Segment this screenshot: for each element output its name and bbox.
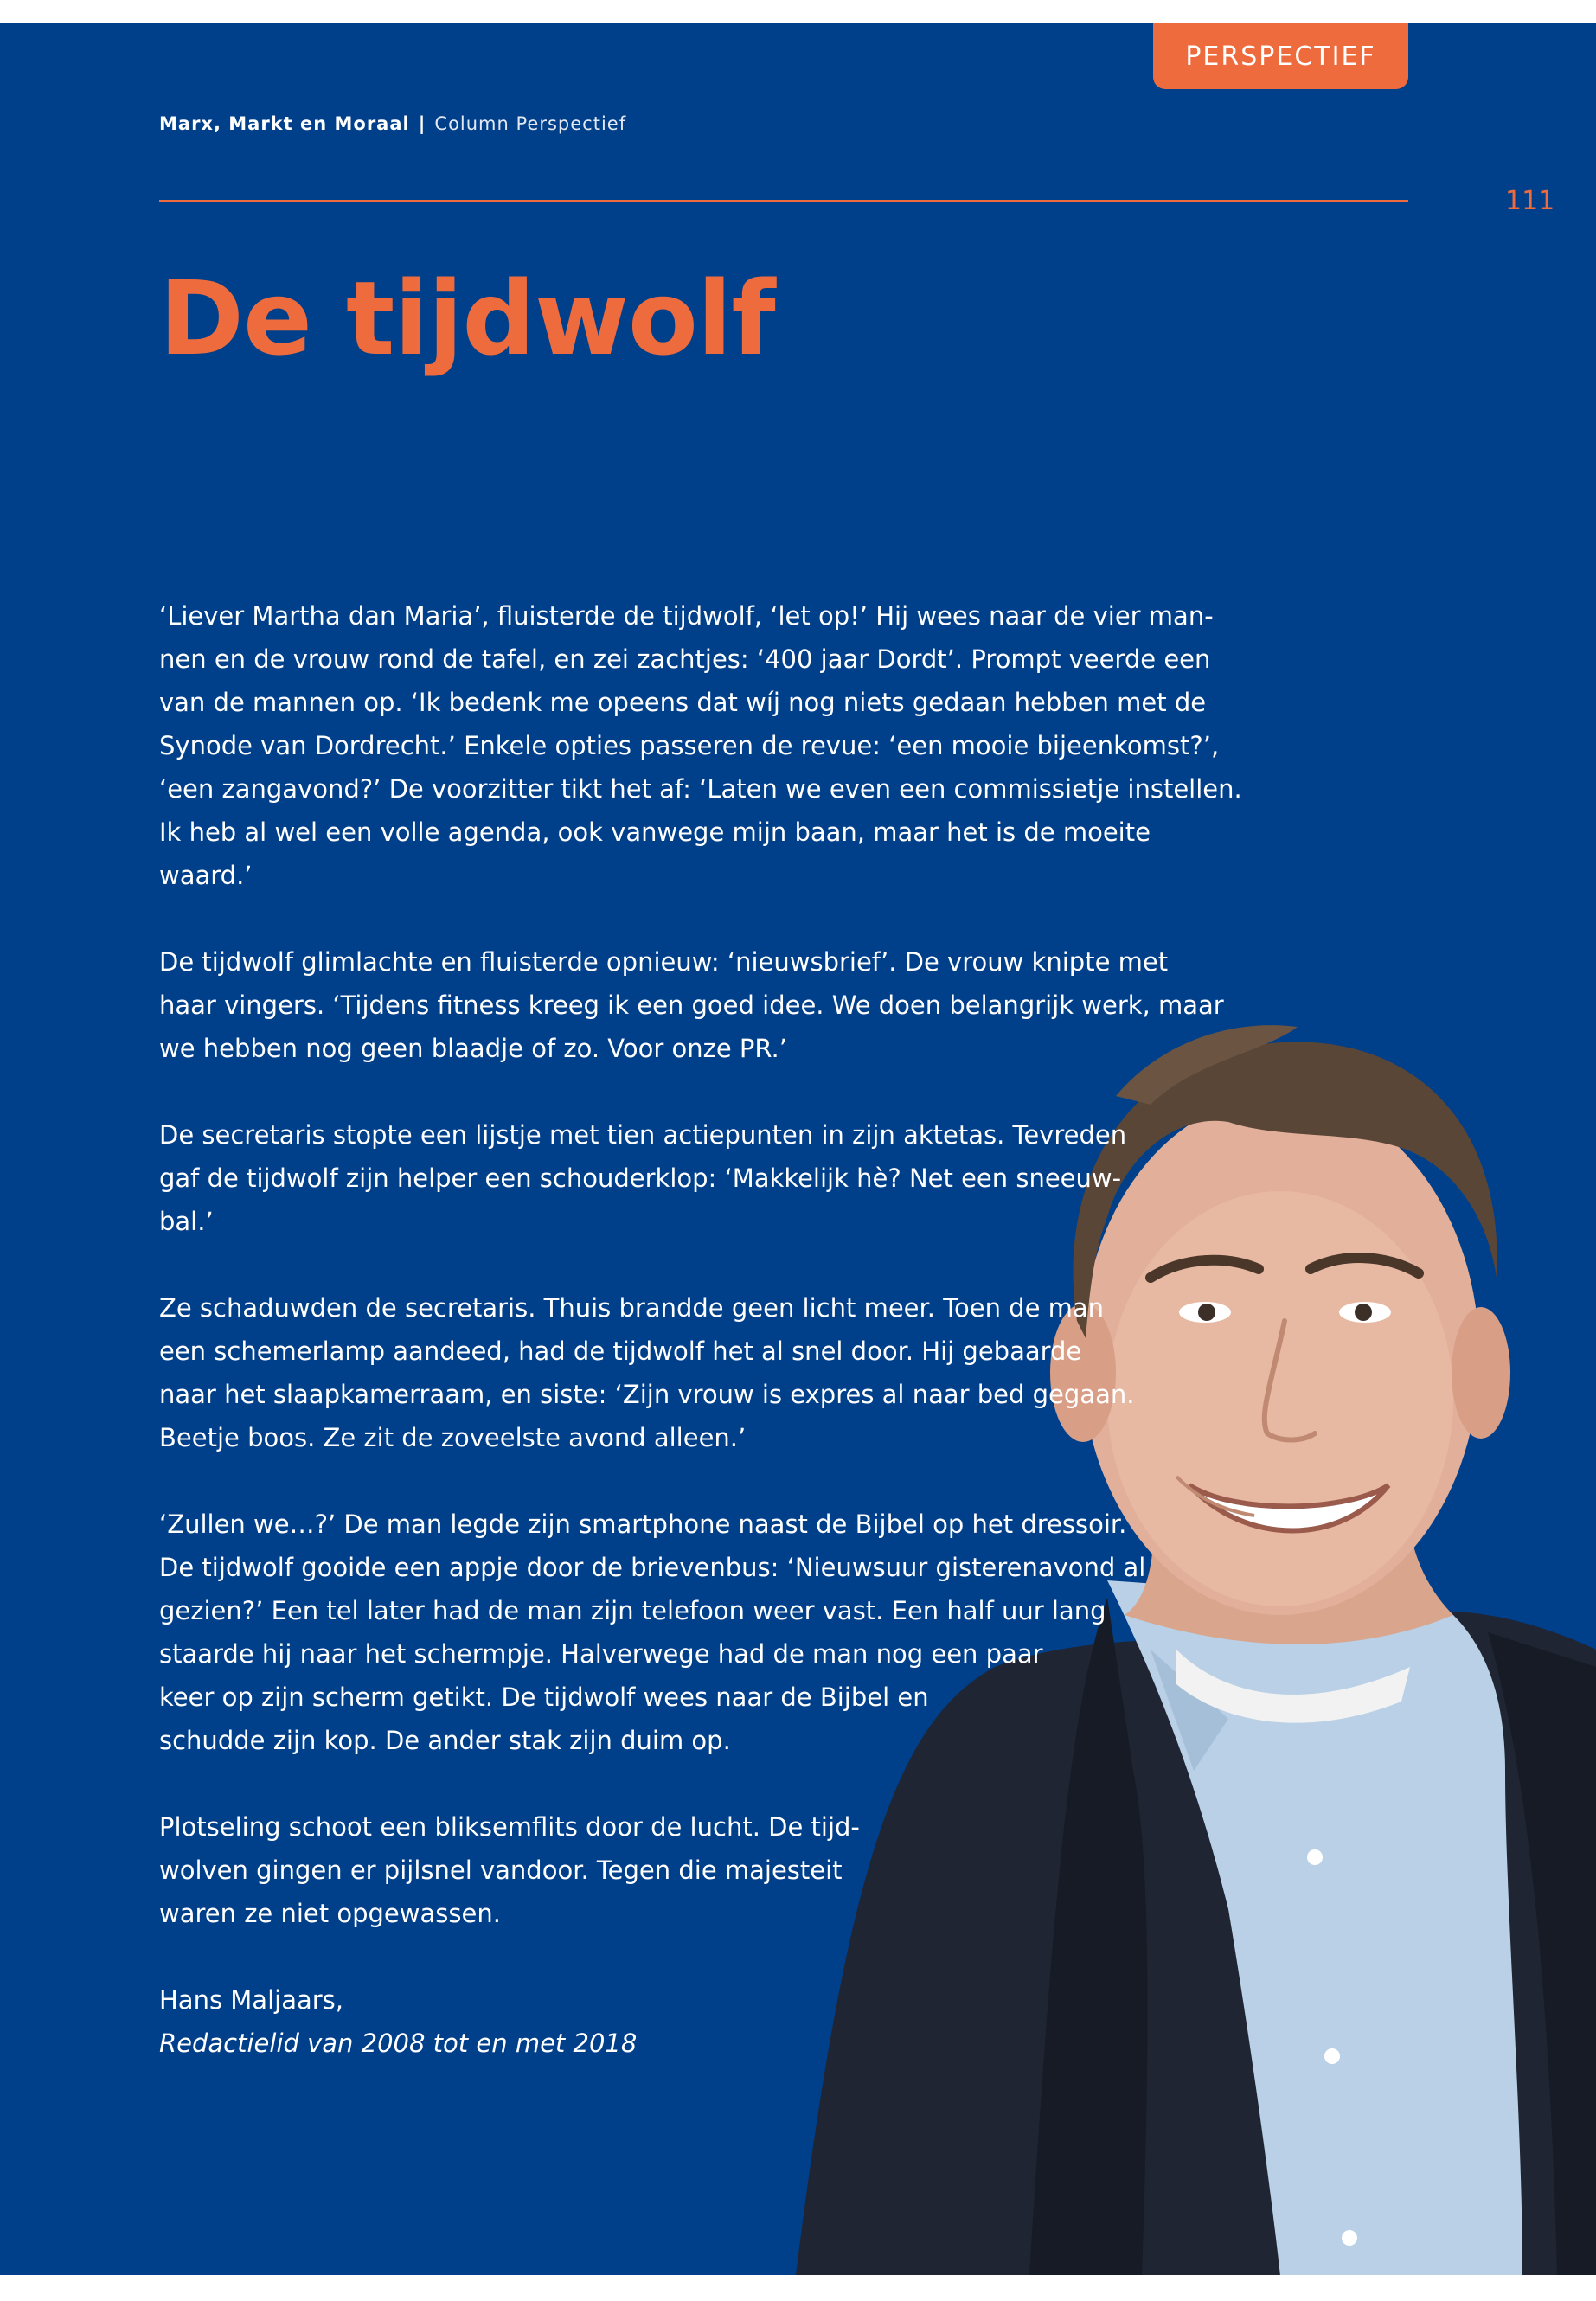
text-line: Synode van Dordrecht.’ Enkele opties passeren de revue: ‘een mooie bijeenkomst?’, bbox=[159, 731, 1220, 760]
paragraph bbox=[159, 1503, 1202, 1762]
text-line: De tijdwolf glimlachte en fluisterde opnieuw: ‘nieuwsbrief’. De vrouw knipte met bbox=[159, 947, 1169, 977]
header-rule bbox=[159, 200, 1408, 202]
text-line: nen en de vrouw rond de tafel, en zei zachtjes: ‘400 jaar Dordt’. Prompt veerde een bbox=[159, 644, 1211, 674]
author-signature bbox=[159, 1978, 1202, 2065]
author-role: Redactielid van 2008 tot en met 2018 bbox=[159, 2029, 638, 2058]
text-line: De secretaris stopte een lijstje met tien actiepunten in zijn aktetas. Tevreden bbox=[159, 1120, 1127, 1150]
section-tab bbox=[1153, 23, 1408, 89]
text-line: haar vingers. ‘Tijdens fitness kreeg ik een goed idee. We doen belangrijk werk, maar bbox=[159, 990, 1224, 1020]
text-line: ‘een zangavond?’ De voorzitter tikt het af: ‘Laten we even een commissietje instellen. bbox=[159, 774, 1242, 804]
article-body bbox=[159, 594, 1242, 2065]
text-line: ‘Liever Martha dan Maria’, fluisterde de tijdwolf, ‘let op!’ Hij wees naar de vier man- bbox=[159, 601, 1214, 631]
running-header bbox=[159, 113, 626, 134]
text-line: van de mannen op. ‘Ik bedenk me opeens dat wíj nog niets gedaan hebben met de bbox=[159, 688, 1207, 717]
paragraph bbox=[159, 1286, 1202, 1459]
text-line: waard.’ bbox=[159, 861, 253, 890]
text-line: waren ze niet opgewassen. bbox=[159, 1899, 501, 1928]
header-separator: | bbox=[418, 113, 426, 134]
text-line: wolven gingen er pijlsnel vandoor. Tegen die majesteit bbox=[159, 1856, 843, 1885]
text-line: staarde hij naar het schermpje. Halverwege had de man nog een paar bbox=[159, 1639, 1043, 1669]
text-line: naar het slaapkamerraam, en siste: ‘Zijn vrouw is expres al naar bed gegaan. bbox=[159, 1380, 1135, 1409]
text-line: schudde zijn kop. De ander stak zijn duim op. bbox=[159, 1726, 731, 1755]
book-title: Marx, Markt en Moraal bbox=[159, 113, 410, 134]
text-line: Ze schaduwden de secretaris. Thuis brandde geen licht meer. Toen de man bbox=[159, 1293, 1105, 1323]
paragraph bbox=[159, 1805, 1202, 1935]
text-line: Plotseling schoot een bliksemflits door de lucht. De tijd- bbox=[159, 1812, 860, 1842]
text-line: ‘Zullen we…?’ De man legde zijn smartphone naast de Bijbel op het dressoir. bbox=[159, 1509, 1127, 1539]
author-name: Hans Maljaars, bbox=[159, 1985, 343, 2015]
text-line: Beetje boos. Ze zit de zoveelste avond alleen.’ bbox=[159, 1423, 747, 1452]
text-line: keer op zijn scherm getikt. De tijdwolf wees naar de Bijbel en bbox=[159, 1682, 929, 1712]
article-title: De tijdwolf bbox=[159, 259, 775, 378]
text-line: gezien?’ Een tel later had de man zijn telefoon weer vast. Een half uur lang bbox=[159, 1596, 1106, 1625]
paragraph bbox=[159, 594, 1242, 897]
column-name: Column Perspectief bbox=[434, 113, 627, 134]
text-line: een schemerlamp aandeed, had de tijdwolf het al snel door. Hij gebaarde bbox=[159, 1336, 1082, 1366]
text-line: De tijdwolf gooide een appje door de brievenbus: ‘Nieuwsuur gisterenavond al bbox=[159, 1553, 1146, 1582]
page-number: 111 bbox=[1505, 186, 1555, 216]
section-tab-label: PERSPECTIEF bbox=[1185, 41, 1376, 72]
paragraph bbox=[159, 940, 1224, 1070]
text-line: gaf de tijdwolf zijn helper een schouderklop: ‘Makkelijk hè? Net een sneeuw- bbox=[159, 1163, 1122, 1193]
text-line: bal.’ bbox=[159, 1207, 214, 1236]
text-line: we hebben nog geen blaadje of zo. Voor onze PR.’ bbox=[159, 1034, 787, 1063]
page bbox=[0, 23, 1596, 2275]
paragraph bbox=[159, 1113, 1202, 1243]
text-line: Ik heb al wel een volle agenda, ook vanwege mijn baan, maar het is de moeite bbox=[159, 817, 1151, 847]
